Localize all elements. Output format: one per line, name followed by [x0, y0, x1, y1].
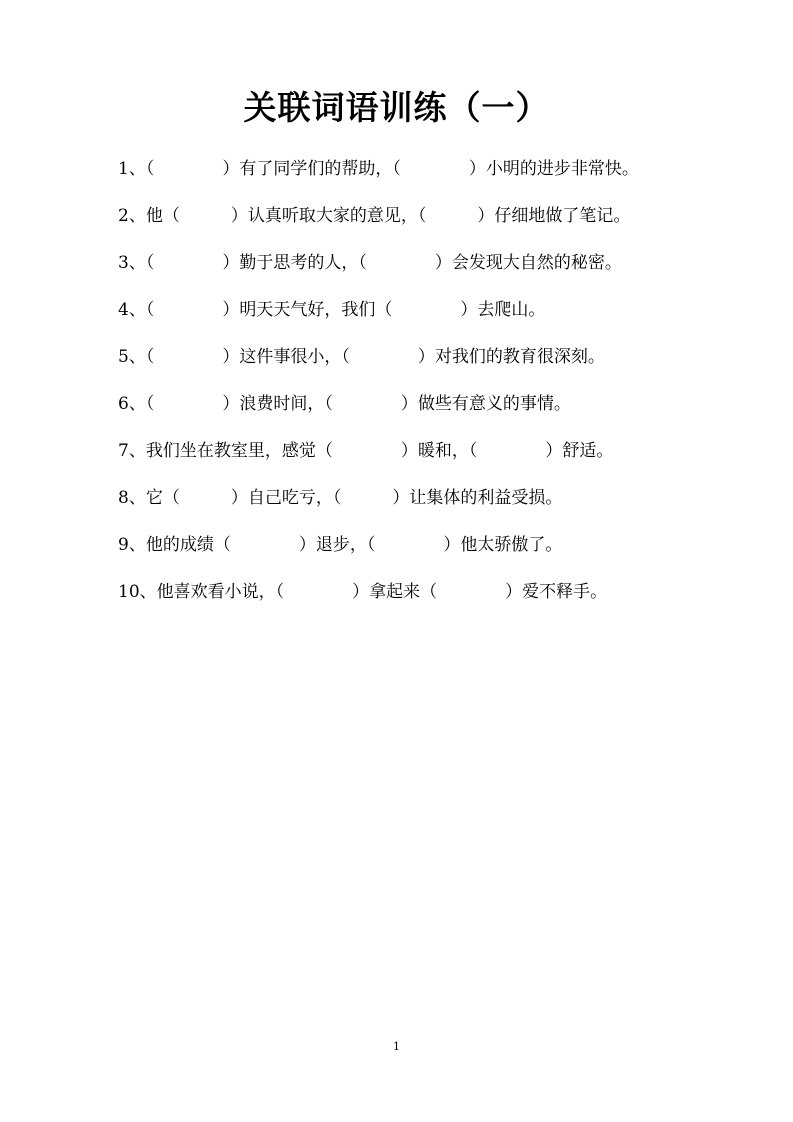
question-2: 2、他（ ）认真听取大家的意见，（ ）仔细地做了笔记。 — [118, 206, 631, 226]
worksheet-title: 关联词语训练（一） — [243, 88, 550, 127]
question-3: 3、（ ）勤于思考的人，（ ）会发现大自然的秘密。 — [118, 253, 622, 273]
question-7: 7、我们坐在教室里，感觉（ ）暖和，（ ）舒适。 — [118, 441, 614, 461]
question-5: 5、（ ）这件事很小，（ ）对我们的教育很深刻。 — [118, 347, 605, 367]
question-6: 6、（ ）浪费时间，（ ）做些有意义的事情。 — [118, 394, 571, 414]
question-10: 10、他喜欢看小说，（ ）拿起来（ ）爱不释手。 — [118, 582, 608, 602]
question-1: 1、（ ）有了同学们的帮助，（ ）小明的进步非常快。 — [118, 159, 639, 179]
question-8: 8、它（ ）自己吃亏，（ ）让集体的利益受损。 — [118, 488, 563, 508]
page-number: 1 — [393, 1040, 400, 1053]
question-4: 4、（ ）明天天气好，我们（ ）去爬山。 — [118, 300, 546, 320]
question-9: 9、他的成绩（ ）退步，（ ）他太骄傲了。 — [118, 535, 563, 555]
question-list — [118, 150, 758, 620]
